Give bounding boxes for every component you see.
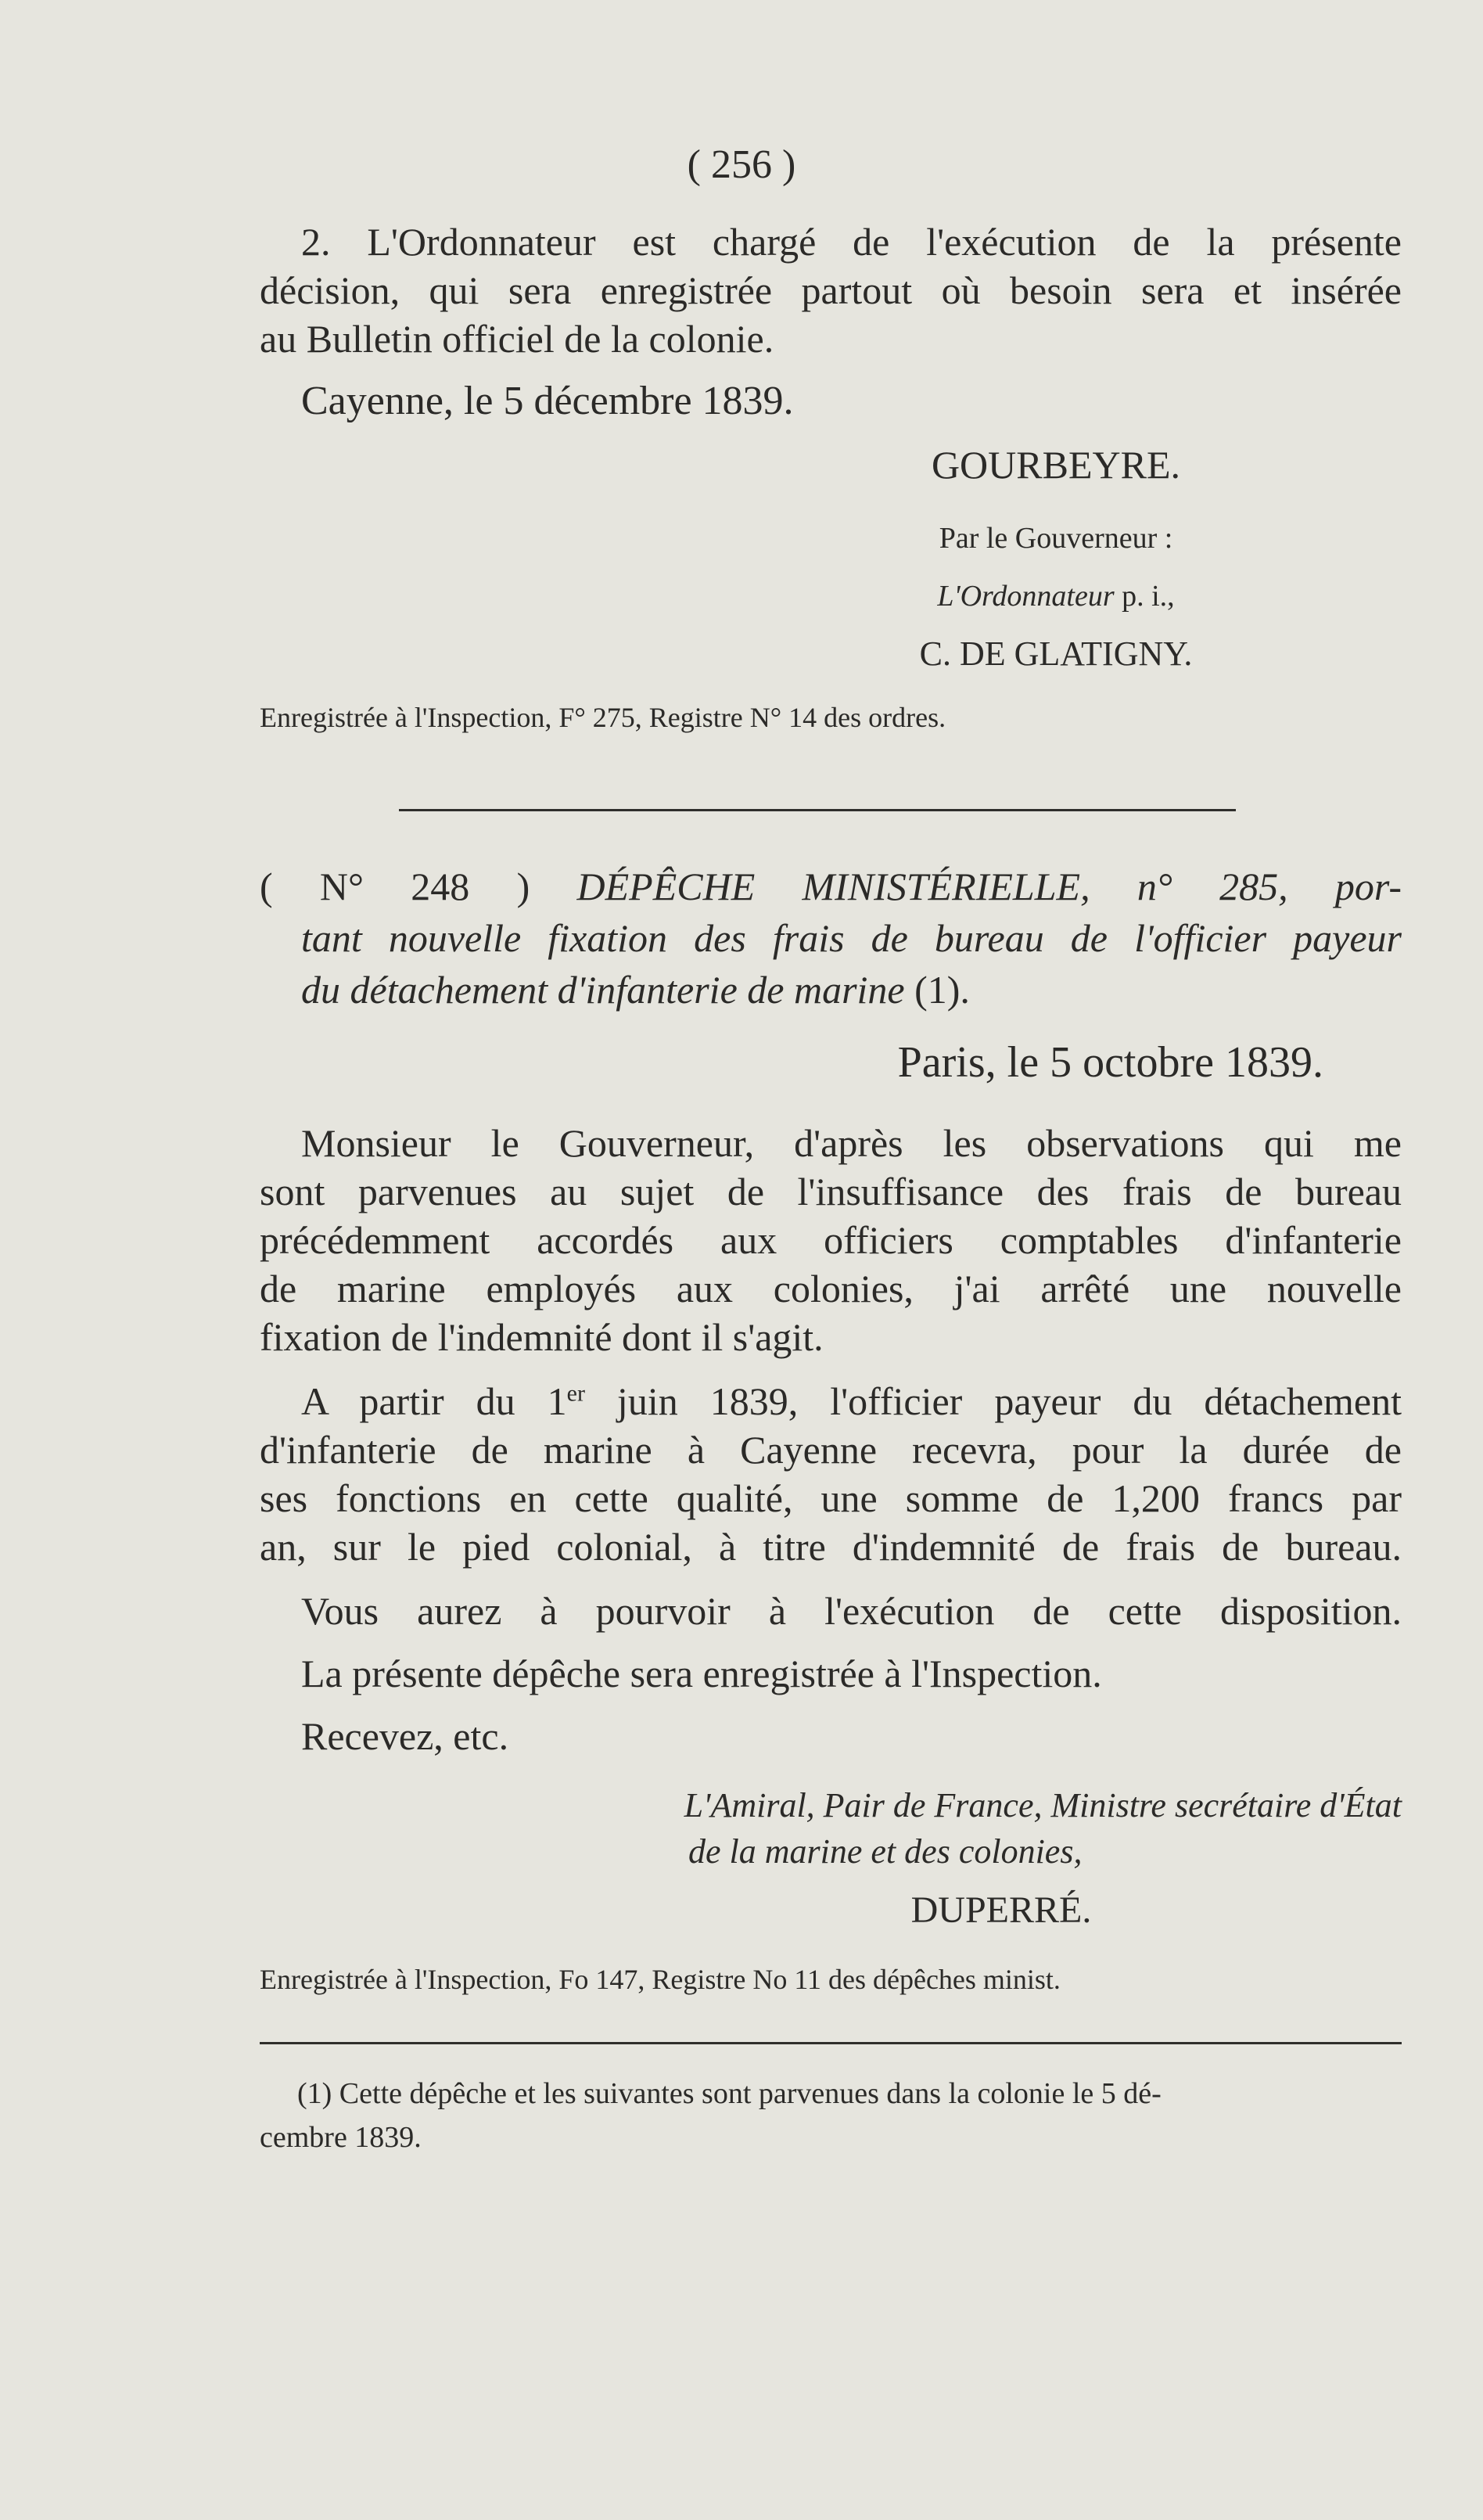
paragraph-line: an, sur le pied colonial, à titre d'indemnité de frais de bureau. (260, 1525, 1402, 1569)
depeche-title-line (301, 965, 1402, 1014)
depeche-registration: Enregistrée à l'Inspection, Fo 147, Registre No 11 des dépêches minist. (260, 1964, 1061, 1995)
footnote-divider (260, 2042, 1402, 2044)
ordonnateur-title: L'Ordonnateur (937, 580, 1115, 613)
footnote-line: (1) Cette dépêche et les suivantes sont parvenues dans la colonie le 5 dé- (297, 2077, 1162, 2110)
decision-signature: GOURBEYRE. (931, 443, 1181, 487)
depeche-title-end: du détachement d'infanterie de marine (301, 968, 905, 1012)
depeche-title-line (260, 862, 1402, 911)
paragraph-text: juin 1839, l'officier payeur du détachement (584, 1379, 1402, 1423)
depeche-number: ( N° 248 ) (260, 865, 530, 908)
depeche-signature: DUPERRÉ. (910, 1889, 1092, 1931)
decision-registration: Enregistrée à l'Inspection, F° 275, Registre N° 14 des ordres. (260, 702, 946, 733)
paragraph-line: Monsieur le Gouverneur, d'après les observations qui me (301, 1121, 1402, 1165)
decision-line: décision, qui sera enregistrée partout où besoin sera et insérée (260, 268, 1402, 312)
decision-place-date: Cayenne, le 5 décembre 1839. (301, 379, 794, 423)
paragraph-line: Vous aurez à pourvoir à l'exécution de cette disposition. (301, 1589, 1402, 1633)
paragraph-line: ses fonctions en cette qualité, une somme de 1,200 francs par (260, 1476, 1402, 1520)
page-number: ( 256 ) (687, 142, 796, 187)
paragraph-line: fixation de l'indemnité dont il s'agit. (260, 1315, 824, 1359)
ordonnateur-name: C. DE GLATIGNY. (919, 634, 1193, 673)
depeche-place-date: Paris, le 5 octobre 1839. (897, 1038, 1323, 1087)
depeche-title-line: tant nouvelle fixation des frais de bureau de l'officier payeur (301, 916, 1402, 960)
ordonnateur-suffix: p. i., (1114, 580, 1175, 613)
depeche-title: DÉPÊCHE MINISTÉRIELLE (576, 865, 1081, 908)
decision-line: 2. L'Ordonnateur est chargé de l'exécution de la présente (301, 220, 1402, 264)
paragraph-line (301, 1377, 1402, 1425)
decision-line: au Bulletin officiel de la colonie. (260, 317, 774, 361)
paragraph-line: La présente dépêche sera enregistrée à l'Inspection. (301, 1652, 1102, 1695)
closing-line: Recevez, etc. (301, 1714, 509, 1758)
section-divider (399, 809, 1236, 811)
paragraph-line: précédemment accordés aux officiers comptables d'infanterie (260, 1218, 1402, 1262)
paragraph-text: A partir du 1 (301, 1379, 567, 1423)
footnote-line: cembre 1839. (260, 2121, 422, 2154)
superscript: er (566, 1380, 585, 1407)
signatory-title: L'Amiral, Pair de France, Ministre secrétaire d'État (684, 1786, 1402, 1824)
footnote-reference: (1). (904, 968, 970, 1012)
paragraph-line: d'infanterie de marine à Cayenne recevra, pour la durée de (260, 1428, 1402, 1472)
signatory-title: de la marine et des colonies, (688, 1832, 1083, 1871)
paragraph-line: sont parvenues au sujet de l'insuffisance des frais de bureau (260, 1170, 1402, 1213)
depeche-title-rest: , n° 285, por- (1080, 865, 1402, 908)
par-le-gouverneur: Par le Gouverneur : (939, 522, 1173, 555)
paragraph-line: de marine employés aux colonies, j'ai arrêté une nouvelle (260, 1267, 1402, 1310)
ordonnateur-line (860, 577, 1251, 616)
